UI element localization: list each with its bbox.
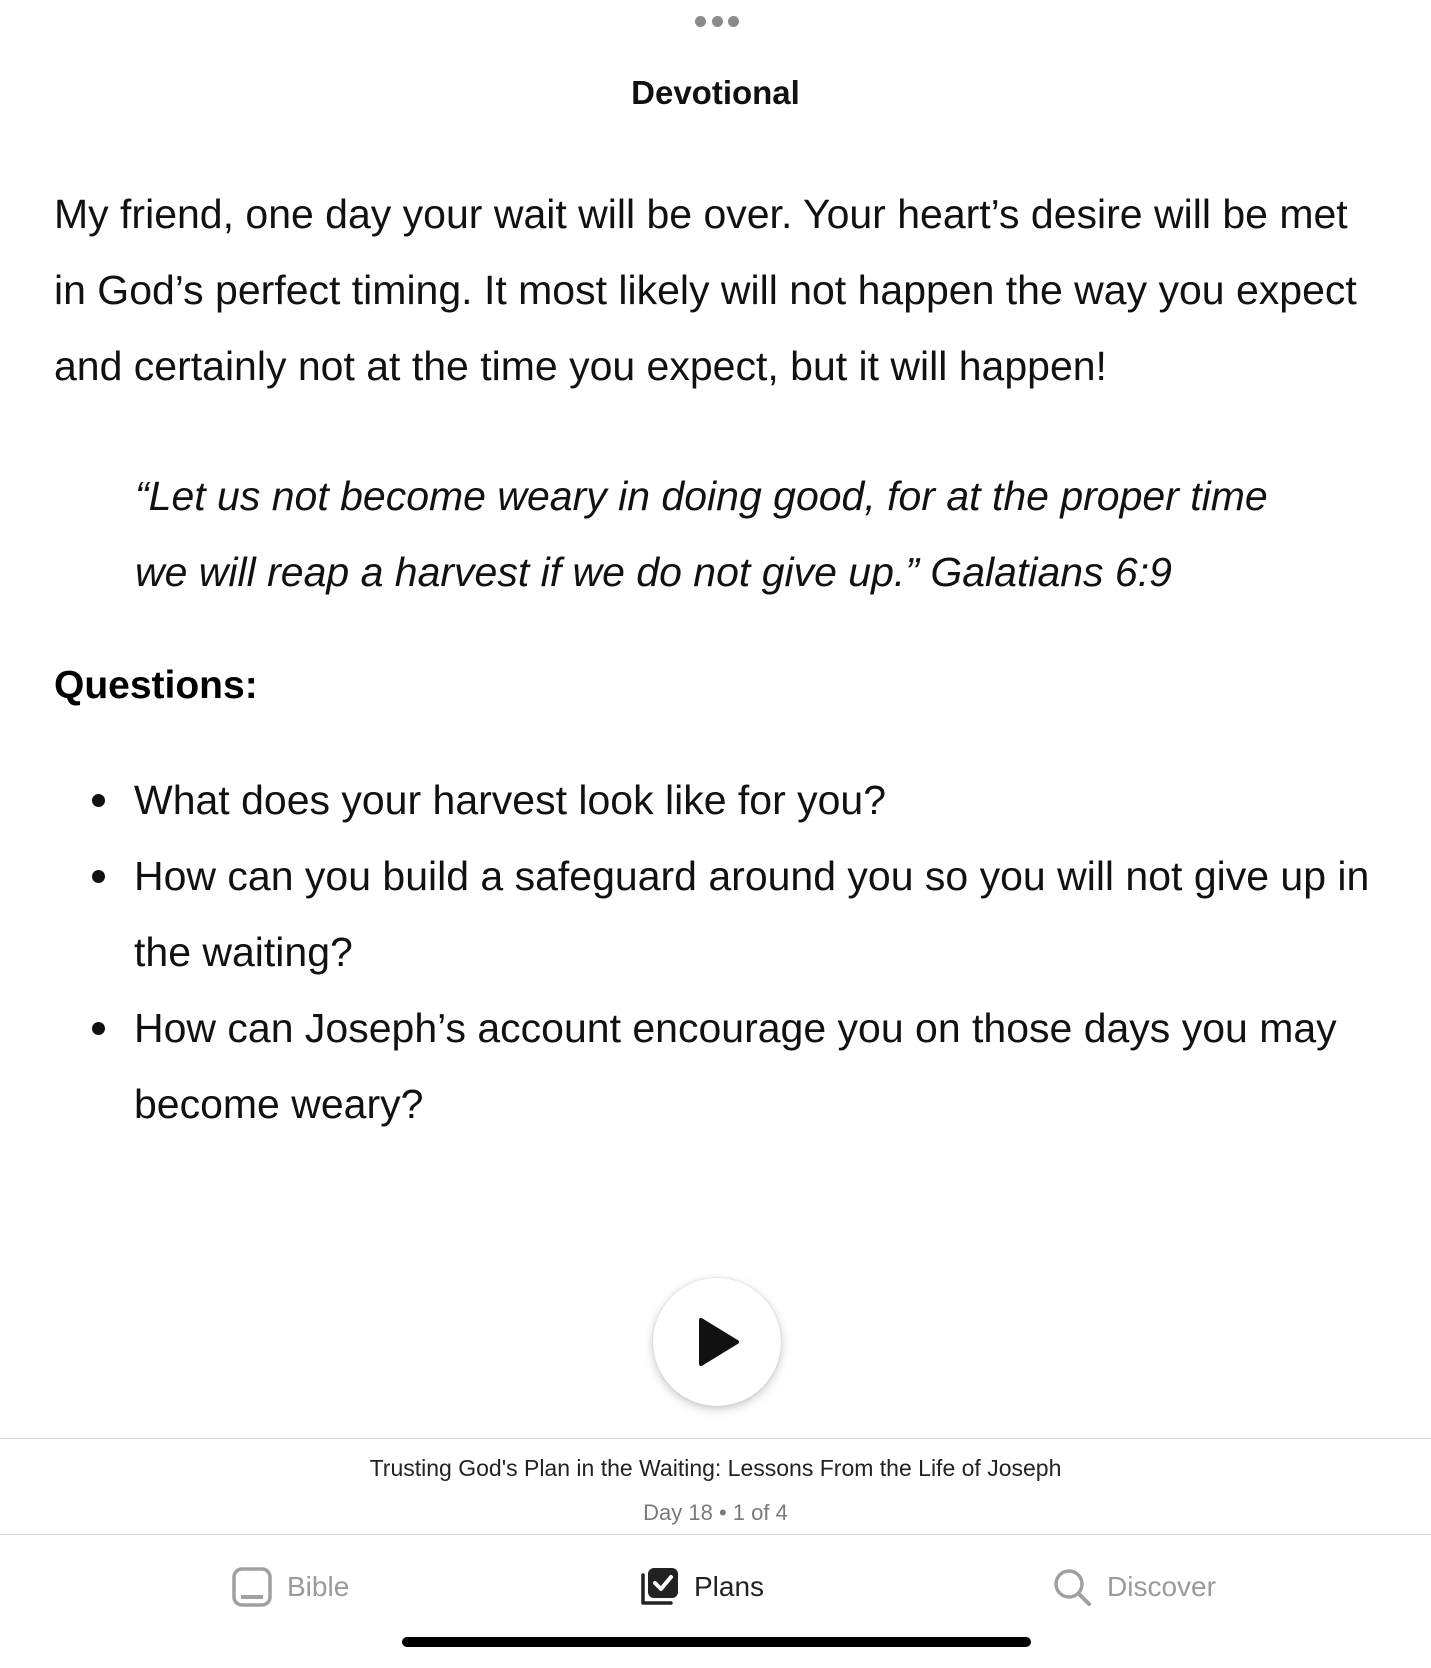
search-icon — [1051, 1566, 1093, 1608]
bullet-icon — [92, 1022, 105, 1035]
tab-label: Bible — [287, 1571, 350, 1602]
scripture-quote: “Let us not become weary in doing good, for at the proper time we will reap a harvest if we do not give up.” Galatians 6:9 — [135, 473, 1268, 595]
tab-plans[interactable] — [638, 1562, 764, 1612]
questions-heading: Questions: — [54, 664, 258, 707]
devotional-paragraph: My friend, one day your wait will be over. Your heart’s desire will be met in God’s perfect timing. It most likely will not happen the way you expect and certainly not at the time you expect, but it will happen! — [54, 191, 1357, 389]
question-item — [54, 762, 1384, 838]
question-text: What does your harvest look like for you? — [134, 777, 887, 823]
tab-label: Plans — [694, 1571, 765, 1602]
question-text: How can you build a safeguard around you so you will not give up in the waiting? — [134, 853, 1370, 975]
bible-icon — [231, 1566, 273, 1608]
tab-discover[interactable] — [1051, 1562, 1216, 1612]
question-item — [54, 990, 1384, 1142]
play-button[interactable] — [653, 1278, 781, 1406]
tab-bar — [0, 1562, 1431, 1612]
bullet-icon — [92, 794, 105, 807]
questions-list — [54, 762, 1384, 1142]
divider — [0, 1534, 1431, 1535]
plan-title[interactable]: Trusting God's Plan in the Waiting: Lessons From the Life of Joseph — [369, 1455, 1062, 1481]
plan-progress: Day 18 • 1 of 4 — [643, 1500, 788, 1525]
devotional-content — [54, 176, 1384, 1142]
bullet-icon — [92, 870, 105, 883]
plans-icon — [638, 1566, 680, 1608]
question-item — [54, 838, 1384, 990]
tab-label: Discover — [1107, 1571, 1216, 1602]
tab-bible[interactable] — [231, 1562, 349, 1612]
home-indicator[interactable] — [402, 1637, 1031, 1647]
page-title: Devotional — [631, 74, 800, 111]
play-icon — [693, 1316, 741, 1368]
more-options-icon[interactable] — [695, 14, 739, 28]
divider — [0, 1438, 1431, 1439]
question-text: How can Joseph’s account encourage you on those days you may become weary? — [134, 1005, 1337, 1127]
